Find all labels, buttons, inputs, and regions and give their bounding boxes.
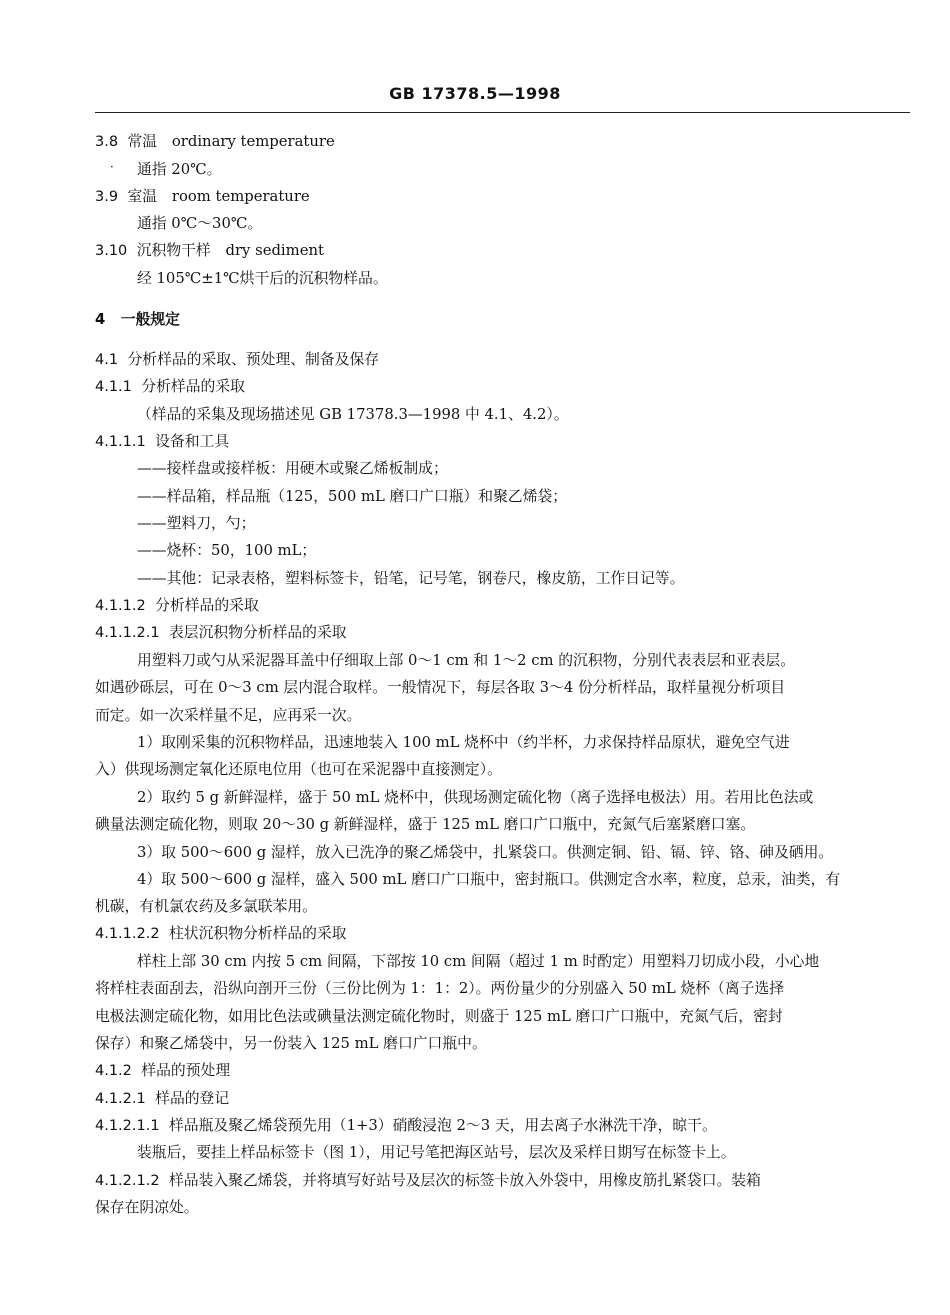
clause-4-1-1-1 (95, 432, 229, 452)
list-item: ——样品箱，样品瓶（125，500 mL 磨口广口瓶）和聚乙烯袋； (137, 488, 568, 505)
body-line: 通指 0℃～30℃。 (137, 215, 263, 232)
list-item: ——其他：记录表格，塑料标签卡，铅笔，记号笔，钢卷尺，橡皮筋，工作日记等。 (137, 570, 685, 587)
clause-number: 4.1.1 (95, 379, 132, 395)
clause-text: 一般规定 (120, 311, 180, 328)
clause-number: 4.1 (95, 352, 119, 368)
clause-text: 沉积物干样 dry sediment (136, 242, 324, 259)
clause-text: 柱状沉积物分析样品的采取 (169, 925, 347, 942)
paragraph-line: 碘量法测定硫化物，则取 20～30 g 新鲜湿样，盛于 125 mL 磨口广口瓶中，充氮气后塞紧磨口塞。 (95, 816, 756, 833)
clause-number: 4.1.2.1 (95, 1091, 146, 1107)
clause-4-1-2-1-2 (95, 1171, 761, 1191)
definition-3-9 (95, 187, 310, 207)
clause-text: 样品装入聚乙烯袋，并将填写好站号及层次的标签卡放入外袋中，用橡皮筋扎紧袋口。装箱 (169, 1172, 761, 1189)
section-heading-4 (95, 310, 180, 330)
clause-text: 样品瓶及聚乙烯袋预先用（1+3）硝酸浸泡 2～3 天，用去离子水淋洗干净，晾干。 (169, 1117, 717, 1134)
clause-4-1-1-2-1 (95, 623, 347, 643)
clause-text: 分析样品的采取、预处理、制备及保存 (127, 351, 380, 368)
body-line: （样品的采集及现场描述见 GB 17378.3—1998 中 4.1、4.2）。 (137, 406, 569, 423)
paragraph-line: 4）取 500～600 g 湿样，盛入 500 mL 磨口广口瓶中，密封瓶口。供测定含水率，粒度，总汞，油类，有 (137, 871, 841, 888)
page-header: GB 17378.5—1998 (389, 84, 561, 103)
clause-text: 设备和工具 (155, 433, 230, 450)
margin-mark: · (110, 160, 114, 174)
paragraph-line: 入）供现场测定氧化还原电位用（也可在采泥器中直接测定）。 (95, 761, 502, 778)
clause-text: 样品的预处理 (141, 1062, 231, 1079)
definition-3-8 (95, 132, 335, 152)
paragraph-line: 1）取刚采集的沉积物样品，迅速地装入 100 mL 烧杯中（约半杯，力求保持样品原状，避免空气进 (137, 734, 790, 751)
clause-number: 4.1.2 (95, 1063, 132, 1079)
paragraph-line: 装瓶后，要挂上样品标签卡（图 1），用记号笔把海区站号，层次及采样日期写在标签卡上。 (137, 1144, 736, 1161)
list-item: ——塑料刀，勺； (137, 515, 256, 532)
clause-number: 4.1.1.2.1 (95, 625, 160, 641)
paragraph-line: 保存）和聚乙烯袋中，另一份装入 125 mL 磨口广口瓶中。 (95, 1035, 487, 1052)
clause-4-1-2-1 (95, 1089, 229, 1109)
paragraph-line: 而定。如一次采样量不足，应再采一次。 (95, 707, 362, 724)
clause-text: 分析样品的采取 (141, 378, 245, 395)
paragraph-line: 用塑料刀或勺从采泥器耳盖中仔细取上部 0～1 cm 和 1～2 cm 的沉积物，分别代表表层和亚表层。 (137, 652, 796, 669)
body-line: 经 105℃±1℃烘干后的沉积物样品。 (137, 270, 388, 287)
paragraph-line: 保存在阴凉处。 (95, 1199, 199, 1216)
clause-number: 4.1.1.2.2 (95, 926, 160, 942)
clause-4-1-1-2-2 (95, 924, 347, 944)
clause-4-1-1-2 (95, 596, 259, 616)
list-item: ——接样盘或接样板：用硬木或聚乙烯板制成； (137, 460, 448, 477)
paragraph-line: 将样柱表面刮去，沿纵向剖开三份（三份比例为 1：1：2）。两份量少的分别盛入 50 mL 烧杯（离子选择 (95, 980, 785, 997)
paragraph-line: 机碳，有机氯农药及多氯联苯用。 (95, 898, 317, 915)
paragraph-line: 2）取约 5 g 新鲜湿样，盛于 50 mL 烧杯中，供现场测定硫化物（离子选择电极法）用。若用比色法或 (137, 789, 814, 806)
list-item: ——烧杯：50，100 mL； (137, 542, 317, 559)
clause-number: 4 (95, 311, 106, 328)
clause-number: 4.1.1.1 (95, 434, 146, 450)
definition-3-10 (95, 241, 324, 261)
paragraph-line: 3）取 500～600 g 湿样，放入已洗净的聚乙烯袋中，扎紧袋口。供测定铜、铅、镉、锌、铬、砷及硒用。 (137, 844, 834, 861)
clause-4-1-2-1-1 (95, 1116, 717, 1136)
clause-text: 分析样品的采取 (155, 597, 259, 614)
clause-4-1 (95, 350, 379, 370)
clause-text: 常温 ordinary temperature (127, 133, 335, 150)
clause-4-1-1 (95, 377, 245, 397)
clause-text: 表层沉积物分析样品的采取 (169, 624, 347, 641)
header-rule (95, 112, 910, 113)
clause-4-1-2 (95, 1061, 230, 1081)
clause-number: 4.1.2.1.2 (95, 1173, 160, 1189)
clause-number: 4.1.2.1.1 (95, 1118, 160, 1134)
clause-number: 3.10 (95, 243, 128, 259)
clause-text: 室温 room temperature (127, 188, 310, 205)
paragraph-line: 样柱上部 30 cm 内按 5 cm 间隔，下部按 10 cm 间隔（超过 1 m 时酌定）用塑料刀切成小段，小心地 (137, 953, 820, 970)
clause-text: 样品的登记 (155, 1090, 230, 1107)
paragraph-line: 如遇砂砾层，可在 0～3 cm 层内混合取样。一般情况下，每层各取 3～4 份分析样品，取样量视分析项目 (95, 679, 786, 696)
clause-number: 3.9 (95, 189, 119, 205)
clause-number: 3.8 (95, 134, 119, 150)
clause-number: 4.1.1.2 (95, 598, 146, 614)
paragraph-line: 电极法测定硫化物，如用比色法或碘量法测定硫化物时，则盛于 125 mL 磨口广口瓶中，充氮气后，密封 (95, 1008, 783, 1025)
body-line: 通指 20℃。 (137, 161, 222, 178)
